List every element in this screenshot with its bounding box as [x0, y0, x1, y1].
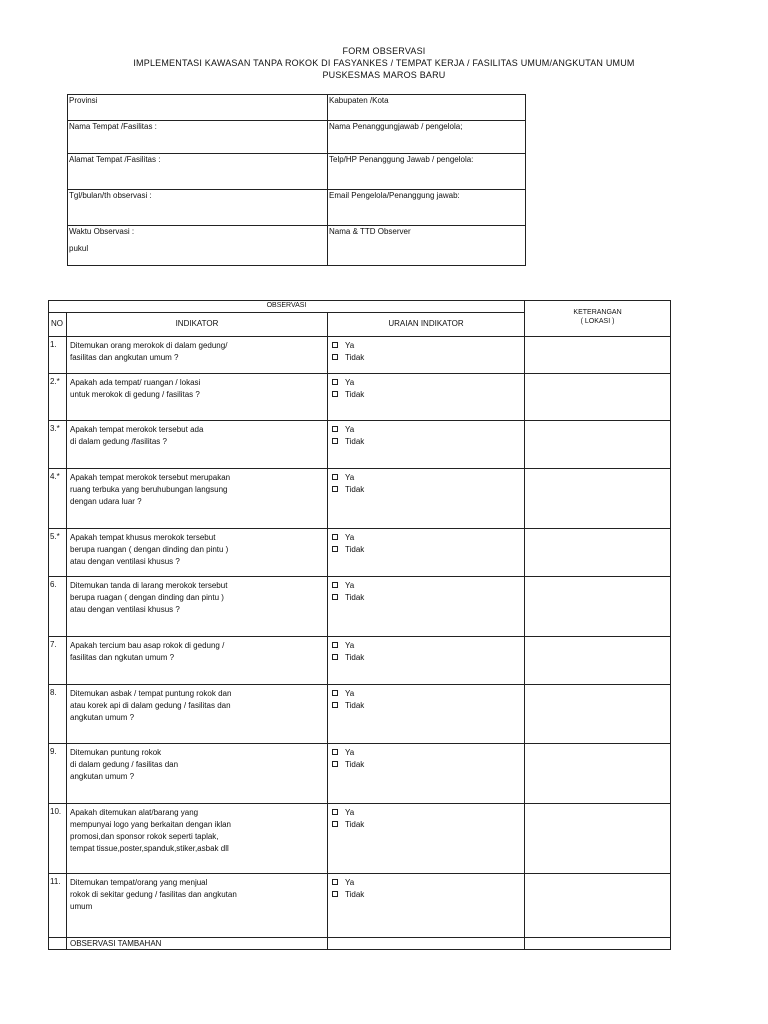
option-label: Ya: [345, 425, 355, 434]
indikator-text: rokok di sekitar gedung / fasilitas dan angkutan: [70, 890, 237, 899]
indikator-text: Ditemukan tempat/orang yang menjual: [70, 878, 208, 887]
option-tidak[interactable]: [332, 352, 524, 364]
row-number: 3.*: [49, 421, 67, 469]
option-ya[interactable]: [332, 747, 524, 759]
indikator-text: atau dengan ventilasi khusus ?: [70, 557, 180, 566]
option-ya[interactable]: [332, 377, 524, 389]
field-alamat[interactable]: Alamat Tempat /Fasilitas :: [68, 154, 328, 190]
row-number: 11.: [49, 874, 67, 938]
row-number: 2.*: [49, 374, 67, 421]
checkbox-icon[interactable]: [332, 749, 338, 755]
indikator-cell: [67, 529, 328, 577]
indikator-text: Ditemukan puntung rokok: [70, 748, 162, 757]
table-row: [49, 637, 671, 685]
indikator-cell: [67, 744, 328, 804]
checkbox-icon[interactable]: [332, 654, 338, 660]
checkbox-icon[interactable]: [332, 761, 338, 767]
uraian-cell: [328, 421, 525, 469]
option-label: Tidak: [345, 890, 365, 899]
indikator-cell: [67, 685, 328, 744]
checkbox-icon[interactable]: [332, 534, 338, 540]
table-row: [49, 685, 671, 744]
option-ya[interactable]: [332, 807, 524, 819]
checkbox-icon[interactable]: [332, 354, 338, 360]
keterangan-cell[interactable]: [525, 874, 671, 938]
indikator-text: angkutan umum ?: [70, 772, 135, 781]
keterangan-cell[interactable]: [525, 744, 671, 804]
indikator-text: di dalam gedung /fasilitas ?: [70, 437, 167, 446]
indikator-text: Apakah tempat merokok tersebut merupakan: [70, 473, 231, 482]
col-no-header: NO: [49, 313, 67, 337]
checkbox-icon[interactable]: [332, 879, 338, 885]
option-tidak[interactable]: [332, 759, 524, 771]
checkbox-icon[interactable]: [332, 690, 338, 696]
row-number: 4.*: [49, 469, 67, 529]
indikator-text: di dalam gedung / fasilitas dan: [70, 760, 179, 769]
checkbox-icon[interactable]: [332, 702, 338, 708]
field-tgl-observasi[interactable]: Tgl/bulan/th observasi :: [68, 190, 328, 226]
indikator-text: atau dengan ventilasi khusus ?: [70, 605, 180, 614]
option-label: Ya: [345, 378, 355, 387]
keterangan-cell[interactable]: [525, 804, 671, 874]
option-label: Tidak: [345, 701, 365, 710]
indikator-text: Apakah ditemukan alat/barang yang: [70, 808, 199, 817]
table-row: [49, 469, 671, 529]
indikator-text: fasilitas dan angkutan umum ?: [70, 353, 179, 362]
indikator-text: promosi,dan sponsor rokok seperti taplak,: [70, 832, 219, 841]
option-tidak[interactable]: [332, 819, 524, 831]
indikator-text: ruang terbuka yang beruhubungan langsung: [70, 485, 228, 494]
uraian-cell: [328, 637, 525, 685]
option-label: Tidak: [345, 545, 365, 554]
row-number: 9.: [49, 744, 67, 804]
option-ya[interactable]: [332, 640, 524, 652]
observasi-tambahan-keterangan[interactable]: [525, 938, 671, 950]
indikator-text: Apakah tempat khusus merokok tersebut: [70, 533, 216, 542]
checkbox-icon[interactable]: [332, 391, 338, 397]
uraian-cell: [328, 337, 525, 374]
indikator-text: Apakah tempat merokok tersebut ada: [70, 425, 204, 434]
table-row: [49, 804, 671, 874]
info-table: [67, 94, 526, 266]
field-provinsi[interactable]: Provinsi: [68, 95, 328, 121]
option-label: Ya: [345, 641, 355, 650]
checkbox-icon[interactable]: [332, 594, 338, 600]
row-number: 5.*: [49, 529, 67, 577]
indikator-text: dengan udara luar ?: [70, 497, 142, 506]
form-institution: PUSKESMAS MAROS BARU: [322, 70, 446, 80]
table-row: [49, 529, 671, 577]
pukul-label: pukul: [69, 244, 89, 253]
field-email[interactable]: Email Pengelola/Penanggung jawab:: [328, 190, 526, 226]
option-tidak[interactable]: [332, 700, 524, 712]
table-row: [49, 337, 671, 374]
option-tidak[interactable]: [332, 389, 524, 401]
uraian-cell: [328, 804, 525, 874]
option-tidak[interactable]: [332, 484, 524, 496]
observation-table: [48, 300, 671, 950]
field-observer[interactable]: Nama & TTD Observer: [328, 226, 526, 266]
indikator-text: mempunyai logo yang berkaitan dengan iklan: [70, 820, 231, 829]
checkbox-icon[interactable]: [332, 342, 338, 348]
option-label: Ya: [345, 533, 355, 542]
keterangan-cell[interactable]: [525, 637, 671, 685]
indikator-text: Ditemukan tanda di larang merokok tersebut: [70, 581, 228, 590]
uraian-cell: [328, 469, 525, 529]
option-ya[interactable]: [332, 472, 524, 484]
indikator-text: Ditemukan orang merokok di dalam gedung/: [70, 341, 228, 350]
checkbox-icon[interactable]: [332, 486, 338, 492]
row-number: 6.: [49, 577, 67, 637]
option-label: Ya: [345, 808, 355, 817]
indikator-cell: [67, 469, 328, 529]
col-indikator-header: INDIKATOR: [67, 313, 328, 337]
option-ya[interactable]: [332, 580, 524, 592]
indikator-cell: [67, 337, 328, 374]
field-nama-penanggung[interactable]: Nama Penanggungjawab / pengelola;: [328, 121, 526, 154]
field-telp[interactable]: Telp/HP Penanggung Jawab / pengelola:: [328, 154, 526, 190]
checkbox-icon[interactable]: [332, 642, 338, 648]
option-tidak[interactable]: [332, 436, 524, 448]
indikator-text: berupa ruagan ( dengan dinding dan pintu ): [70, 593, 224, 602]
option-ya[interactable]: [332, 340, 524, 352]
tambahan-no-cell: [49, 938, 67, 950]
keterangan-cell[interactable]: [525, 577, 671, 637]
uraian-cell: [328, 577, 525, 637]
option-tidak[interactable]: [332, 889, 524, 901]
row-number: 1.: [49, 337, 67, 374]
indikator-cell: [67, 374, 328, 421]
indikator-cell: [67, 874, 328, 938]
option-label: Ya: [345, 689, 355, 698]
option-label: Tidak: [345, 437, 365, 446]
checkbox-icon[interactable]: [332, 821, 338, 827]
table-row: [49, 421, 671, 469]
keterangan-cell[interactable]: [525, 421, 671, 469]
table-row: [49, 374, 671, 421]
indikator-text: angkutan umum ?: [70, 713, 135, 722]
checkbox-icon[interactable]: [332, 474, 338, 480]
option-label: Ya: [345, 473, 355, 482]
row-number: 10.: [49, 804, 67, 874]
keterangan-cell[interactable]: [525, 685, 671, 744]
indikator-text: atau korek api di dalam gedung / fasilitas dan: [70, 701, 231, 710]
uraian-cell: [328, 874, 525, 938]
option-label: Tidak: [345, 653, 365, 662]
indikator-text: tempat tissue,poster,spanduk,stiker,asbak dll: [70, 844, 229, 853]
indikator-cell: [67, 804, 328, 874]
checkbox-icon[interactable]: [332, 809, 338, 815]
keterangan-cell[interactable]: [525, 374, 671, 421]
option-ya[interactable]: [332, 424, 524, 436]
indikator-cell: [67, 577, 328, 637]
checkbox-icon[interactable]: [332, 438, 338, 444]
field-kabupaten[interactable]: Kabupaten /Kota: [328, 95, 526, 121]
option-ya[interactable]: [332, 877, 524, 889]
option-ya[interactable]: [332, 532, 524, 544]
indikator-text: berupa ruangan ( dengan dinding dan pintu ): [70, 545, 229, 554]
option-label: Tidak: [345, 593, 365, 602]
option-label: Ya: [345, 878, 355, 887]
form-title: FORM OBSERVASI: [342, 46, 426, 56]
observasi-tambahan-label: OBSERVASI TAMBAHAN: [67, 938, 328, 950]
keterangan-cell[interactable]: [525, 337, 671, 374]
observasi-tambahan-uraian[interactable]: [328, 938, 525, 950]
option-tidak[interactable]: [332, 592, 524, 604]
option-tidak[interactable]: [332, 544, 524, 556]
checkbox-icon[interactable]: [332, 379, 338, 385]
option-label: Tidak: [345, 485, 365, 494]
option-label: Tidak: [345, 353, 365, 362]
option-ya[interactable]: [332, 688, 524, 700]
field-waktu-observasi[interactable]: Waktu Observasi : pukul: [68, 226, 328, 266]
form-subtitle: IMPLEMENTASI KAWASAN TANPA ROKOK DI FASYANKES / TEMPAT KERJA / FASILITAS UMUM/ANGKUTAN UMUM: [133, 58, 635, 68]
uraian-cell: [328, 685, 525, 744]
indikator-text: Ditemukan asbak / tempat puntung rokok dan: [70, 689, 232, 698]
option-label: Ya: [345, 341, 355, 350]
row-number: 8.: [49, 685, 67, 744]
table-row: [49, 577, 671, 637]
indikator-cell: [67, 637, 328, 685]
field-nama-tempat[interactable]: Nama Tempat /Fasilitas :: [68, 121, 328, 154]
checkbox-icon[interactable]: [332, 582, 338, 588]
indikator-text: untuk merokok di gedung / fasilitas ?: [70, 390, 200, 399]
option-label: Tidak: [345, 390, 365, 399]
keterangan-cell[interactable]: [525, 529, 671, 577]
checkbox-icon[interactable]: [332, 891, 338, 897]
option-label: Ya: [345, 748, 355, 757]
indikator-text: fasilitas dan ngkutan umum ?: [70, 653, 175, 662]
keterangan-cell[interactable]: [525, 469, 671, 529]
uraian-cell: [328, 529, 525, 577]
col-uraian-header: URAIAN INDIKATOR: [328, 313, 525, 337]
indikator-text: Apakah tercium bau asap rokok di gedung /: [70, 641, 225, 650]
indikator-cell: [67, 421, 328, 469]
observasi-header: OBSERVASI: [49, 301, 525, 313]
keterangan-header: KETERANGAN ( LOKASI ): [525, 301, 671, 337]
table-row: [49, 874, 671, 938]
option-label: Tidak: [345, 760, 365, 769]
indikator-text: umum: [70, 902, 93, 911]
row-number: 7.: [49, 637, 67, 685]
indikator-text: Apakah ada tempat/ ruangan / lokasi: [70, 378, 201, 387]
table-row: [49, 744, 671, 804]
checkbox-icon[interactable]: [332, 546, 338, 552]
checkbox-icon[interactable]: [332, 426, 338, 432]
uraian-cell: [328, 374, 525, 421]
option-label: Tidak: [345, 820, 365, 829]
option-label: Ya: [345, 581, 355, 590]
uraian-cell: [328, 744, 525, 804]
option-tidak[interactable]: [332, 652, 524, 664]
